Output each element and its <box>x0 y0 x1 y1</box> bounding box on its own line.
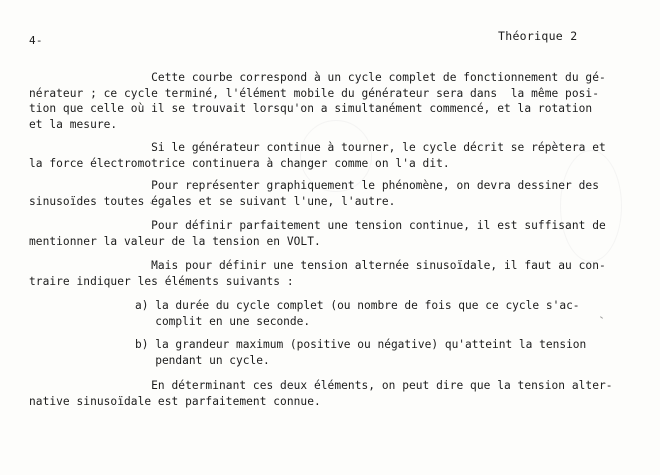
text-line: pendant un cycle. <box>135 354 270 367</box>
list-item-grandeur-maximum <box>135 337 595 369</box>
text-line: Pour représenter graphiquement le phénomène, on devra dessiner des <box>29 179 599 192</box>
paragraph-tension-alternee <box>29 258 606 289</box>
text-line: Cette courbe correspond à un cycle complet de fonctionnement du gé- <box>29 71 606 84</box>
paragraph-conclusion <box>29 378 613 409</box>
text-line: Si le générateur continue à tourner, le cycle décrit se répètera et <box>29 141 606 154</box>
running-title: Théorique 2 <box>498 29 578 43</box>
text-line: a) la durée du cycle complet (ou nombre de fois que ce cycle s'ac- <box>135 299 580 312</box>
text-line: En déterminant ces deux éléments, on peut dire que la tension alter- <box>29 379 613 392</box>
text-line: Mais pour définir une tension alternée sinusoïdale, il faut au con- <box>29 259 606 272</box>
text-line: complit en une seconde. <box>135 315 311 328</box>
scan-speck <box>600 316 603 319</box>
paragraph-tension-continue <box>29 218 606 249</box>
text-line: traire indiquer les éléments suivants : <box>29 274 294 288</box>
text-line: et la mesure. <box>29 117 118 131</box>
paragraph-cycle-complet <box>29 70 606 132</box>
text-line: nérateur ; ce cycle terminé, l'élément mobile du générateur sera dans la même posi- <box>29 86 599 100</box>
paragraph-representation-graphique <box>29 178 599 209</box>
text-line: mentionner la valeur de la tension en VOLT. <box>29 234 321 248</box>
list-item-duree-cycle <box>135 298 595 330</box>
page-number: 4- <box>29 34 43 47</box>
text-line: sinusoïdes toutes égales et se suivant l'une, l'autre. <box>29 194 396 208</box>
paragraph-generateur-continue <box>29 140 606 171</box>
text-line: b) la grandeur maximum (positive ou négative) qu'atteint la tension <box>135 338 587 351</box>
text-line: native sinusoïdale est parfaitement connue. <box>29 394 321 408</box>
text-line: Pour définir parfaitement une tension continue, il est suffisant de <box>29 219 606 232</box>
text-line: tion que celle où il se trouvait lorsqu'on a simultanément commencé, et la rotation <box>29 102 593 115</box>
text-line: la force électromotrice continuera à changer comme on l'a dit. <box>29 156 450 170</box>
